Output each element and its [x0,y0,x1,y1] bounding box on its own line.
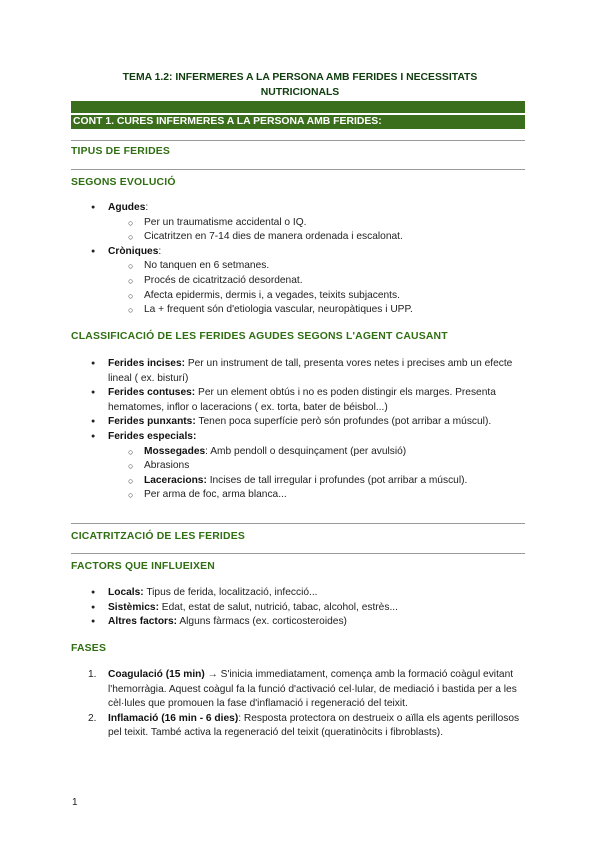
list-item: ○ La + frequent són d'etiologia vascular, neuropàtiques i UPP. [71,303,531,318]
list-item: ● Sistèmics: Edat, estat de salut, nutrició, tabac, alcohol, estrès... [71,601,531,616]
list-item: ○ Mossegades: Amb pendoll o desquinçament (per avulsió) [71,445,531,460]
list-item: ● Ferides incises: Per un instrument de tall, presenta vores netes i precises amb un efecte lineal ( ex. bisturí) [71,357,531,386]
list-item: ● Agudes: [71,201,531,216]
section-heading-tipus: TIPUS DE FERIDES [71,146,171,157]
content-heading: CONT 1. CURES INFERMERES A LA PERSONA AMB FERIDES: [71,115,525,129]
divider [71,140,525,141]
list-item: ○ Afecta epidermis, dermis i, a vegades, teixits subjacents. [71,289,531,304]
divider [71,523,525,524]
phases-list [71,668,531,741]
page-number: 1 [72,797,78,808]
agents-list [71,357,531,503]
list-item: ○ No tanquen en 6 setmanes. [71,259,531,274]
divider [71,553,525,554]
list-item: ○ Per arma de foc, arma blanca... [71,488,531,503]
divider [71,169,525,170]
section-heading-classificacio: CLASSIFICACIÓ DE LES FERIDES AGUDES SEGONS L'AGENT CAUSANT [71,331,448,342]
list-item: 1. Coagulació (15 min) → S'inicia immediatament, comença amb la formació coàgul evitant l'hemorràgia. Aquest coàgul fa la funció d'activació cel·lular, de mediació i bastida per a les cèl·lules que promouen la fase d'inflamació i regeneració del teixit. [88,669,517,710]
factors-list [71,586,531,630]
list-item: ● Ferides contuses: Per un element obtús i no es poden distingir els marges. Presenta hematomes, inflor o laceracions ( ex. torta, bater de béisbol...) [71,386,531,415]
list-item: ○ Abrasions [71,459,531,474]
document-title: TEMA 1.2: INFERMERES A LA PERSONA AMB FERIDES I NECESSITATS NUTRICIONALS [122,72,478,98]
section-heading-cicatritzacio: CICATRITZACIÓ DE LES FERIDES [71,531,245,542]
list-item: ● Altres factors: Alguns fàrmacs (ex. corticosteroides) [71,615,531,630]
heading-bar [71,101,525,113]
list-item: ● Cròniques: [71,245,531,260]
subsection-heading-fases: FASES [71,643,107,654]
list-item: ○ Laceracions: Incises de tall irregular i profundes (pot arribar a múscul). [71,474,531,489]
subsection-heading-evolucio: SEGONS EVOLUCIÓ [71,177,176,188]
list-item: 2. Inflamació (16 min - 6 dies): Resposta protectora on destrueix o aïlla els agents perillosos pel teixit. També activa la regeneració del teixit (queratinòcits i fibroblasts). [88,712,520,739]
list-item: ● Locals: Tipus de ferida, localització, infecció... [71,586,531,601]
list-item: ○ Cicatritzen en 7-14 dies de manera ordenada i escalonat. [71,230,531,245]
list-item: ● Ferides especials: [71,430,531,445]
subsection-heading-factors: FACTORS QUE INFLUEIXEN [71,561,215,572]
evolution-list [71,201,531,318]
list-item: ● Ferides punxants: Tenen poca superfície però són profundes (pot arribar a múscul). [71,415,531,430]
list-item: ○ Per un traumatisme accidental o IQ. [71,216,531,231]
list-item: ○ Procés de cicatrització desordenat. [71,274,531,289]
